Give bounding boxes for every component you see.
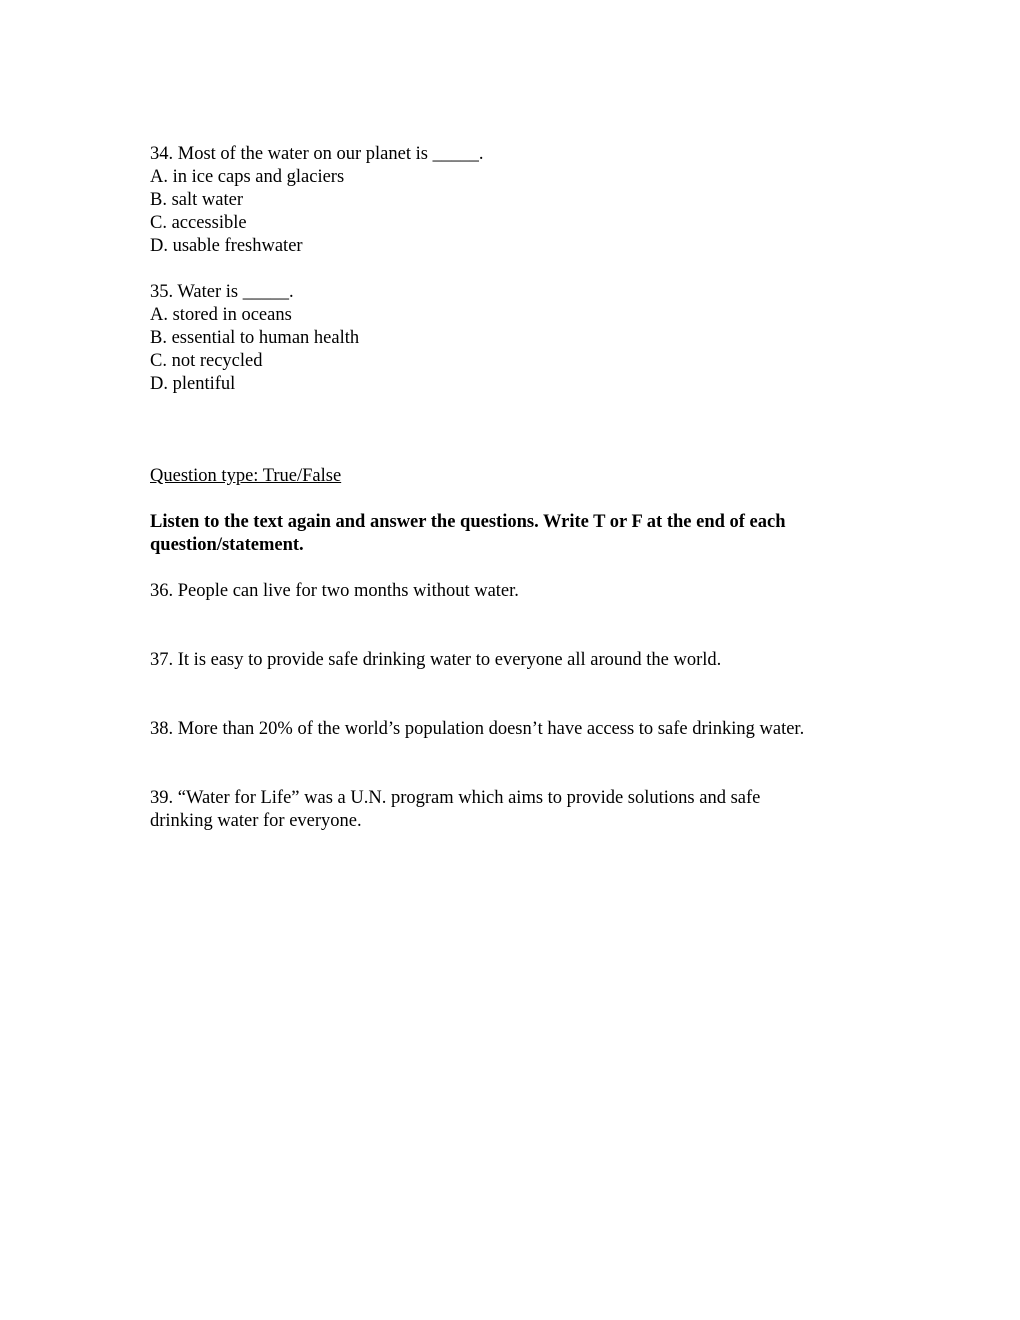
question-37: 37. It is easy to provide safe drinking water to everyone all around the world. (150, 650, 722, 670)
question-38: 38. More than 20% of the world’s population doesn’t have access to safe drinking water. (150, 719, 805, 739)
question-39-line-1: 39. “Water for Life” was a U.N. program which aims to provide solutions and safe (150, 788, 761, 808)
question-34-stem: 34. Most of the water on our planet is _____. (150, 144, 484, 164)
question-34-option-c: C. accessible (150, 213, 247, 233)
section-heading: Question type: True/False (150, 466, 342, 486)
question-39 (150, 787, 880, 833)
document-page (150, 143, 880, 833)
question-36: 36. People can live for two months without water. (150, 581, 519, 601)
spacer (150, 488, 880, 511)
instructions-line-1: Listen to the text again and answer the questions. Write T or F at the end of each (150, 512, 786, 532)
spacer (150, 258, 880, 281)
question-35-option-b: B. essential to human health (150, 328, 360, 348)
question-35-option-d: D. plentiful (150, 374, 236, 394)
question-34-option-b: B. salt water (150, 190, 243, 210)
question-35-option-a: A. stored in oceans (150, 305, 292, 325)
spacer (150, 557, 880, 580)
spacer (150, 396, 880, 465)
question-34-option-d: D. usable freshwater (150, 236, 303, 256)
question-35-option-c: C. not recycled (150, 351, 263, 371)
instructions-line-2: question/statement. (150, 535, 304, 555)
question-34 (150, 143, 880, 258)
section-instructions (150, 511, 880, 557)
question-35 (150, 281, 880, 396)
spacer (150, 672, 880, 718)
spacer (150, 741, 880, 787)
question-39-line-2: drinking water for everyone. (150, 811, 362, 831)
question-35-stem: 35. Water is _____. (150, 282, 294, 302)
question-34-option-a: A. in ice caps and glaciers (150, 167, 345, 187)
spacer (150, 603, 880, 649)
